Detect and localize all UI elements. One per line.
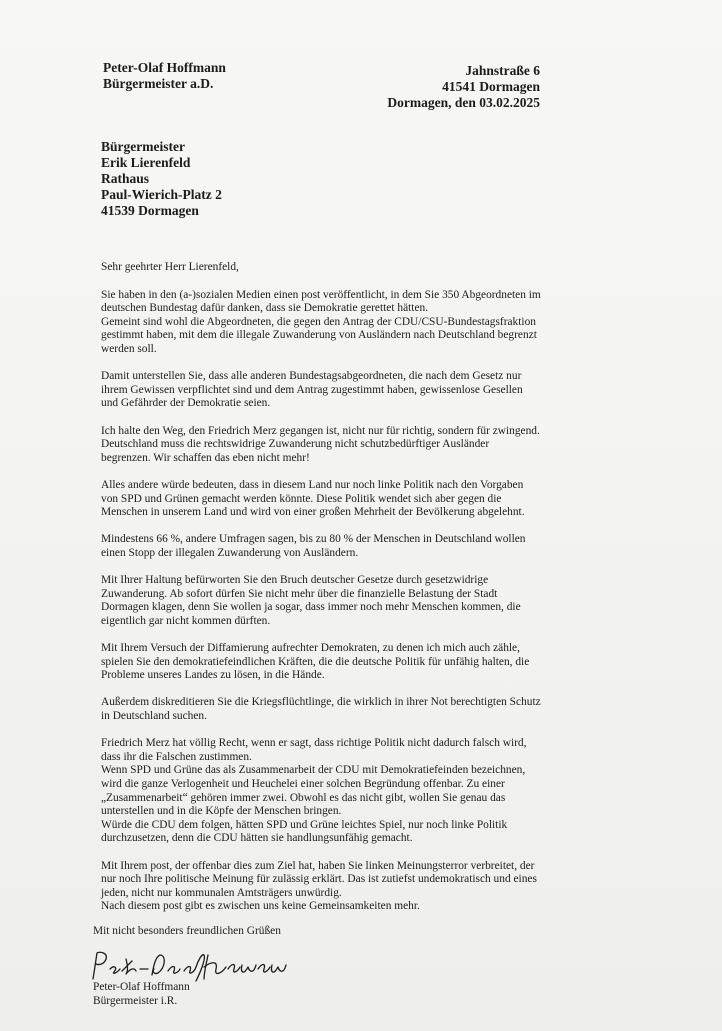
letter-paragraph: Außerdem diskreditieren Sie die Kriegsflüchtlinge, die wirklich in ihrer Not berechtigten Schutz in Deutschland suchen. — [101, 696, 541, 722]
sender-street: Jahnstraße 6 — [465, 63, 540, 78]
letter-paragraph: Alles andere würde bedeuten, dass in diesem Land nur noch linke Politik nach den Vorgaben von SPD und Grünen gemacht werden könnte. Diese Politik wendet sich aber gegen die Menschen in unserem Land und wird von einer großen Mehrheit der Bevölkerung abgelehnt. — [101, 478, 525, 519]
signer-block — [93, 981, 190, 1008]
letter-body — [101, 261, 541, 928]
letter-paragraph: Damit unterstellen Sie, dass alle anderen Bundestagsabgeordneten, die nach dem Gesetz nur ihrem Gewissen verpflichtet sind und dem Antrag zugestimmt haben, gewissenlose Gesellen und Gefährder der Demokratie seien. — [101, 370, 523, 410]
letter-paragraph: Mindestens 66 %, andere Umfragen sagen, bis zu 80 % der Menschen in Deutschland wollen einen Stopp der illegalen Zuwanderung von Ausländern. — [101, 533, 526, 559]
signer-title: Bürgermeister i.R. — [93, 994, 178, 1007]
sender-title: Bürgermeister a.D. — [103, 76, 214, 91]
letter-date: Dormagen, den 03.02.2025 — [387, 95, 540, 110]
recipient-line: Bürgermeister — [101, 139, 185, 154]
letter-paragraph: Mit Ihrer Haltung befürworten Sie den Bruch deutscher Gesetze durch gesetzwidrige Zuwanderung. Ab sofort dürfen Sie nicht mehr über die finanzielle Belastung der Stadt Dormagen klagen, denn Sie wollen ja sogar, dass immer noch mehr Menschen kommen, die eigentlich gar nicht kommen dürften. — [101, 574, 521, 627]
recipient-line: Paul-Wierich-Platz 2 — [101, 187, 222, 202]
closing: Mit nicht besonders freundlichen Grüßen — [93, 925, 281, 937]
paragraph-list — [101, 289, 541, 914]
signer-name: Peter-Olaf Hoffmann — [93, 981, 190, 993]
sender-address-block — [387, 63, 540, 111]
recipient-line: Rathaus — [101, 171, 150, 186]
salutation: Sehr geehrter Herr Lierenfeld, — [101, 261, 239, 273]
letter-paragraph: Mit Ihrem post, der offenbar dies zum Ziel hat, haben Sie linken Meinungsterror verbreitet, der nur noch Ihre politische Meinung für zulässig erklärt. Das ist zutiefst undemokratisch und eines jeden, nicht nur kommunalen Amtsträgers unwürdig. Nach diesem post gibt es zwischen uns keine Gemeinsamkeiten mehr. — [101, 859, 537, 913]
letter-paragraph: Ich halte den Weg, den Friedrich Merz gegangen ist, nicht nur für richtig, sondern für zwingend. Deutschland muss die rechtswidrige Zuwanderung nicht schutzbedürftiger Ausländer begrenzen. Wir schaffen das eben nicht mehr! — [101, 424, 540, 464]
recipient-block — [101, 139, 222, 219]
letter-paragraph: Mit Ihrem Versuch der Diffamierung aufrechter Demokraten, zu denen ich mich auch zähle, spielen Sie den demokratiefeindlichen Kräften, die die deutsche Politik für unfähig halten, die Probleme unseres Landes zu lösen, in die Hände. — [101, 642, 530, 682]
sender-name: Peter-Olaf Hoffmann — [103, 60, 226, 75]
sender-block — [103, 60, 226, 92]
recipient-line: Erik Lierenfeld — [101, 155, 191, 170]
letter-paragraph: Sie haben in den (a-)sozialen Medien einen post veröffentlicht, in dem Sie 350 Abgeordneten im deutschen Bundestag dafür danken, dass sie Demokratie gerettet hätten. Gemeint sind wohl die Abgeordneten, die gegen den Antrag der CDU/CSU-Bundestagsfraktion gestimmt haben, mit dem die illegale Zuwanderung von Ausländern nach Deutschland begrenzt werden soll. — [101, 288, 541, 355]
letter-paragraph: Friedrich Merz hat völlig Recht, wenn er sagt, dass richtige Politik nicht dadurch falsch wird, dass ihr die Falschen zustimmen. Wenn SPD und Grüne das als Zusammenarbeit der CDU mit Demokratiefeinden bezeichnen, wird die ganze Verlogenheit und Heuchelei einer solchen Begründung offenbar. Zu einer „Zusammenarbeit“ gehören immer zwei. Obwohl es das nicht gibt, wollen Sie genau das unterstellen und in die Köpfe der Menschen bringen. Würde die CDU dem folgen, hätten SPD und Grüne leichtes Spiel, nur noch linke Politik durchzusetzen, denn die CDU hätten sie handlungsunfähig gemacht. — [101, 737, 527, 845]
recipient-line: 41539 Dormagen — [101, 203, 199, 218]
sender-city: 41541 Dormagen — [442, 79, 540, 94]
